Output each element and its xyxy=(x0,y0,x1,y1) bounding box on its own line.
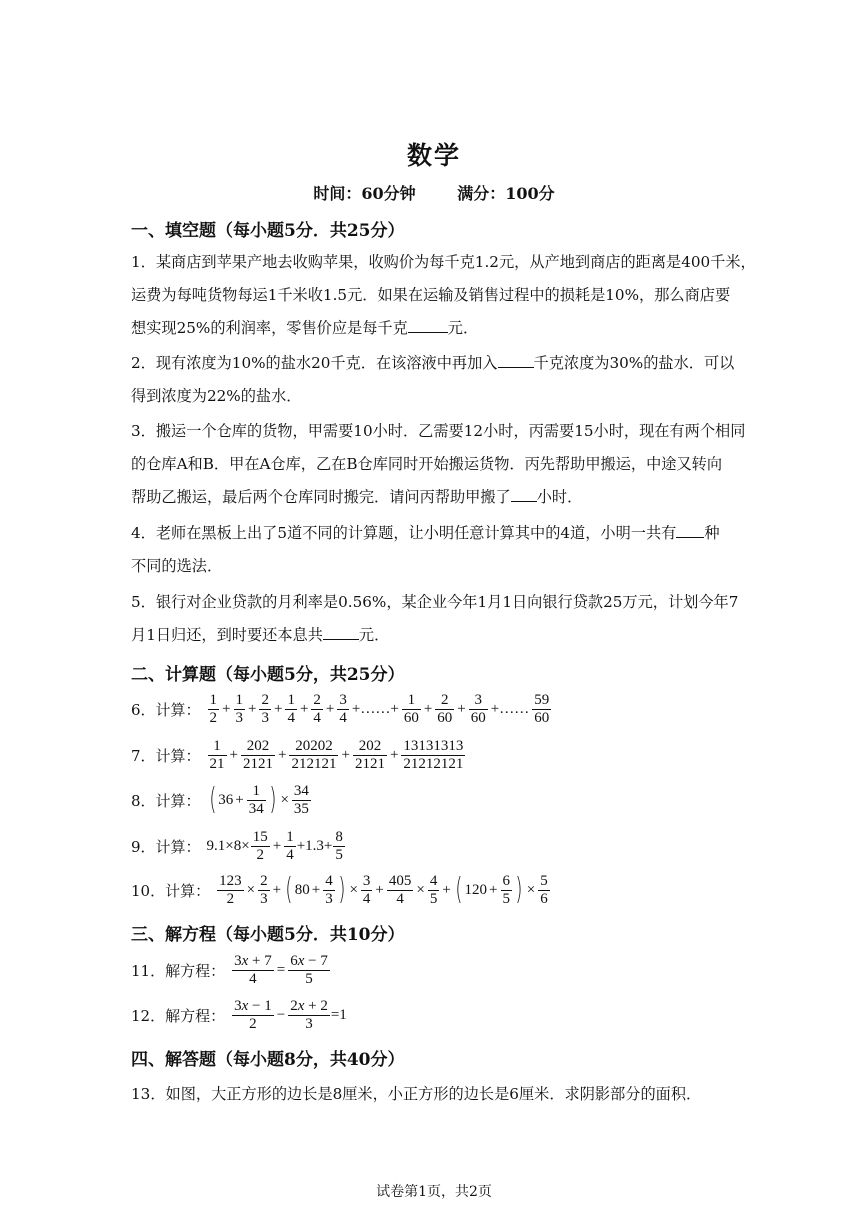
fraction: $\frac{2}{60}$ xyxy=(437,691,453,726)
question-12-rhs: =1 xyxy=(330,1006,347,1023)
question-5-text: 月1日归还，到时要还本息共 xyxy=(131,626,323,644)
question-9-expr-start: 9.1×8× xyxy=(206,837,250,854)
answer-blank-1[interactable] xyxy=(408,318,448,333)
fraction: $\frac{34}{35}$ xyxy=(293,782,309,817)
question-1-text: 想实现25%的利润率，零售价应是每千克 xyxy=(131,319,408,337)
question-3-unit: 小时． xyxy=(536,488,583,506)
question-8: 8．计算： ( 36 + $\frac{1}{34}$ ) × $\frac{34}{35}$ xyxy=(131,782,309,817)
question-3-line-2: 的仓库A和B．甲在A仓库，乙在B仓库同时开始搬运货物．丙先帮助甲搬运，中途又转向 xyxy=(131,455,723,473)
question-4-line-1 xyxy=(131,522,720,543)
question-11: 11．解方程： $\frac{3x + 7}{4}$ = $\frac{6x - 7}{5}$ xyxy=(131,952,328,987)
question-9-label: 9．计算： xyxy=(131,837,201,856)
section-heading-1: 一、填空题（每小题5分．共25分） xyxy=(131,221,405,241)
question-11-label: 11．解方程： xyxy=(131,961,226,980)
fraction: $\frac{1}{4}$ xyxy=(287,691,295,726)
question-3-line-1: 3．搬运一个仓库的货物，甲需要10小时．乙需要12小时，丙需要15小时，现在有两个相同 xyxy=(131,422,746,440)
fraction: $\frac{59}{60}$ xyxy=(534,691,550,726)
time-limit: 时间：60分钟 xyxy=(313,184,416,203)
question-1-line-2: 运费为每吨货物每运1千米收1.5元．如果在运输及销售过程中的损耗是10%，那么商店要 xyxy=(131,286,731,304)
section-heading-3: 三、解方程（每小题5分．共10分） xyxy=(131,925,405,945)
question-9: 9．计算： 9.1×8× $\frac{15}{2}$ + $\frac{1}{4}$ +1.3+ $\frac{8}{5}$ xyxy=(131,828,343,863)
question-7-label: 7．计算： xyxy=(131,746,201,765)
fraction: $\frac{3}{60}$ xyxy=(470,691,486,726)
question-4-unit: 种 xyxy=(704,524,720,542)
question-2-text-2: 千克浓度为30%的盐水．可以 xyxy=(533,354,735,372)
fraction: $\frac{1}{2}$ xyxy=(209,691,218,726)
fraction: $\frac{202}{2121}$ xyxy=(243,737,274,772)
full-score: 满分：100分 xyxy=(457,184,555,203)
fraction: $\frac{3x - 1}{2}$ xyxy=(234,997,272,1032)
fraction: $\frac{405}{4}$ xyxy=(388,872,412,907)
question-3-text: 帮助乙搬运，最后两个仓库同时搬完．请问丙帮助甲搬了 xyxy=(131,488,511,506)
fraction: $\frac{4}{5}$ xyxy=(429,872,438,907)
fraction: $\frac{2x + 2}{3}$ xyxy=(290,997,328,1032)
answer-blank-5[interactable] xyxy=(323,625,359,640)
fraction: $\frac{4}{3}$ xyxy=(325,872,333,907)
fraction: $\frac{5}{6}$ xyxy=(540,872,548,907)
fraction: $\frac{2}{3}$ xyxy=(261,691,269,726)
question-13-line-1: 13．如图，大正方形的边长是8厘米，小正方形的边长是6厘米．求阴影部分的面积． xyxy=(131,1085,702,1103)
question-4-text: 4．老师在黑板上出了5道不同的计算题，让小明任意计算其中的4道，小明一共有 xyxy=(131,524,677,542)
fraction: $\frac{1}{3}$ xyxy=(235,691,244,726)
question-12-label: 12．解方程： xyxy=(131,1006,226,1025)
fraction: $\frac{1}{34}$ xyxy=(248,782,264,817)
question-6: 6．计算： $\frac{1}{2}$ + $\frac{1}{3}$ + $\frac{2}{3}$ + $\frac{1}{4}$ + $\frac{2}{4}$ + $\frac{3}{4}$ +……+ $\frac{1}{60}$ + $\frac{2}{60}$ + $\frac{3}{60}$ +…… $\frac{59}{60}$ xyxy=(131,691,550,726)
exam-info xyxy=(0,181,868,204)
question-4-line-2: 不同的选法． xyxy=(131,557,223,575)
question-5-unit: 元． xyxy=(358,626,390,644)
fraction: $\frac{1}{60}$ xyxy=(403,691,419,726)
answer-blank-2[interactable] xyxy=(498,353,534,368)
fraction: $\frac{3}{4}$ xyxy=(339,691,347,726)
page-title: 数学 xyxy=(406,141,461,170)
fraction: $\frac{202}{2121}$ xyxy=(354,737,385,772)
question-1-unit: 元． xyxy=(447,319,479,337)
question-1-line-3 xyxy=(131,317,478,338)
answer-blank-4[interactable] xyxy=(676,523,704,538)
fraction: $\frac{8}{5}$ xyxy=(335,828,343,863)
section-heading-2: 二、计算题（每小题5分，共25分） xyxy=(131,665,405,685)
fraction: $\frac{2}{4}$ xyxy=(313,691,321,726)
fraction: $\frac{6x - 7}{5}$ xyxy=(290,952,328,987)
question-10-label: 10．计算： xyxy=(131,881,211,900)
section-heading-4: 四、解答题（每小题8分，共40分） xyxy=(131,1050,405,1070)
question-9-expr-mid: +1.3+ xyxy=(296,837,333,854)
question-3-line-3 xyxy=(131,486,582,507)
fraction: $\frac{3}{4}$ xyxy=(362,872,371,907)
fraction: $\frac{1}{21}$ xyxy=(209,737,225,772)
fraction: $\frac{13131313}{21212121}$ xyxy=(403,737,464,772)
fraction: $\frac{15}{2}$ xyxy=(252,828,268,863)
question-8-label: 8．计算： xyxy=(131,791,201,810)
question-6-label: 6．计算： xyxy=(131,700,201,719)
question-10: 10．计算： $\frac{123}{2}$ × $\frac{2}{3}$ + ( 80 + $\frac{4}{3}$ ) × $\frac{3}{4}$ + $\frac{405}{4}$ × $\frac{4}{5}$ + ( 120 + $\frac{6}{5}$ ) × $\frac{5}{6}$ xyxy=(131,872,548,907)
question-2-line-2: 得到浓度为22%的盐水． xyxy=(131,387,302,405)
fraction: $\frac{2}{3}$ xyxy=(260,872,268,907)
fraction: $\frac{3x + 7}{4}$ xyxy=(234,952,272,987)
fraction: $\frac{1}{4}$ xyxy=(286,828,294,863)
question-2-text: 2．现有浓度为10%的盐水20千克．在该溶液中再加入 xyxy=(131,354,498,372)
question-12: 12．解方程： $\frac{3x - 1}{2}$ − $\frac{2x + 2}{3}$ =1 xyxy=(131,997,347,1032)
question-5-line-2 xyxy=(131,624,389,645)
page-footer: 试卷第1页，共2页 xyxy=(376,1184,492,1200)
fraction: $\frac{20202}{212121}$ xyxy=(291,737,337,772)
fraction: $\frac{123}{2}$ xyxy=(219,872,242,907)
answer-blank-3[interactable] xyxy=(511,487,537,502)
question-1-line-1: 1．某商店到苹果产地去收购苹果，收购价为每千克1.2元，从产地到商店的距离是400千米， xyxy=(131,253,756,271)
question-5-line-1: 5．银行对企业贷款的月利率是0.56%，某企业今年1月1日向银行贷款25万元，计划今年7 xyxy=(131,593,739,611)
question-7: 7．计算： $\frac{1}{21}$ + $\frac{202}{2121}$ + $\frac{20202}{212121}$ + $\frac{202}{2121}$ + $\frac{13131313}{21212121}$ xyxy=(131,737,464,772)
question-2-line-1 xyxy=(131,352,734,373)
fraction: $\frac{6}{5}$ xyxy=(502,872,510,907)
